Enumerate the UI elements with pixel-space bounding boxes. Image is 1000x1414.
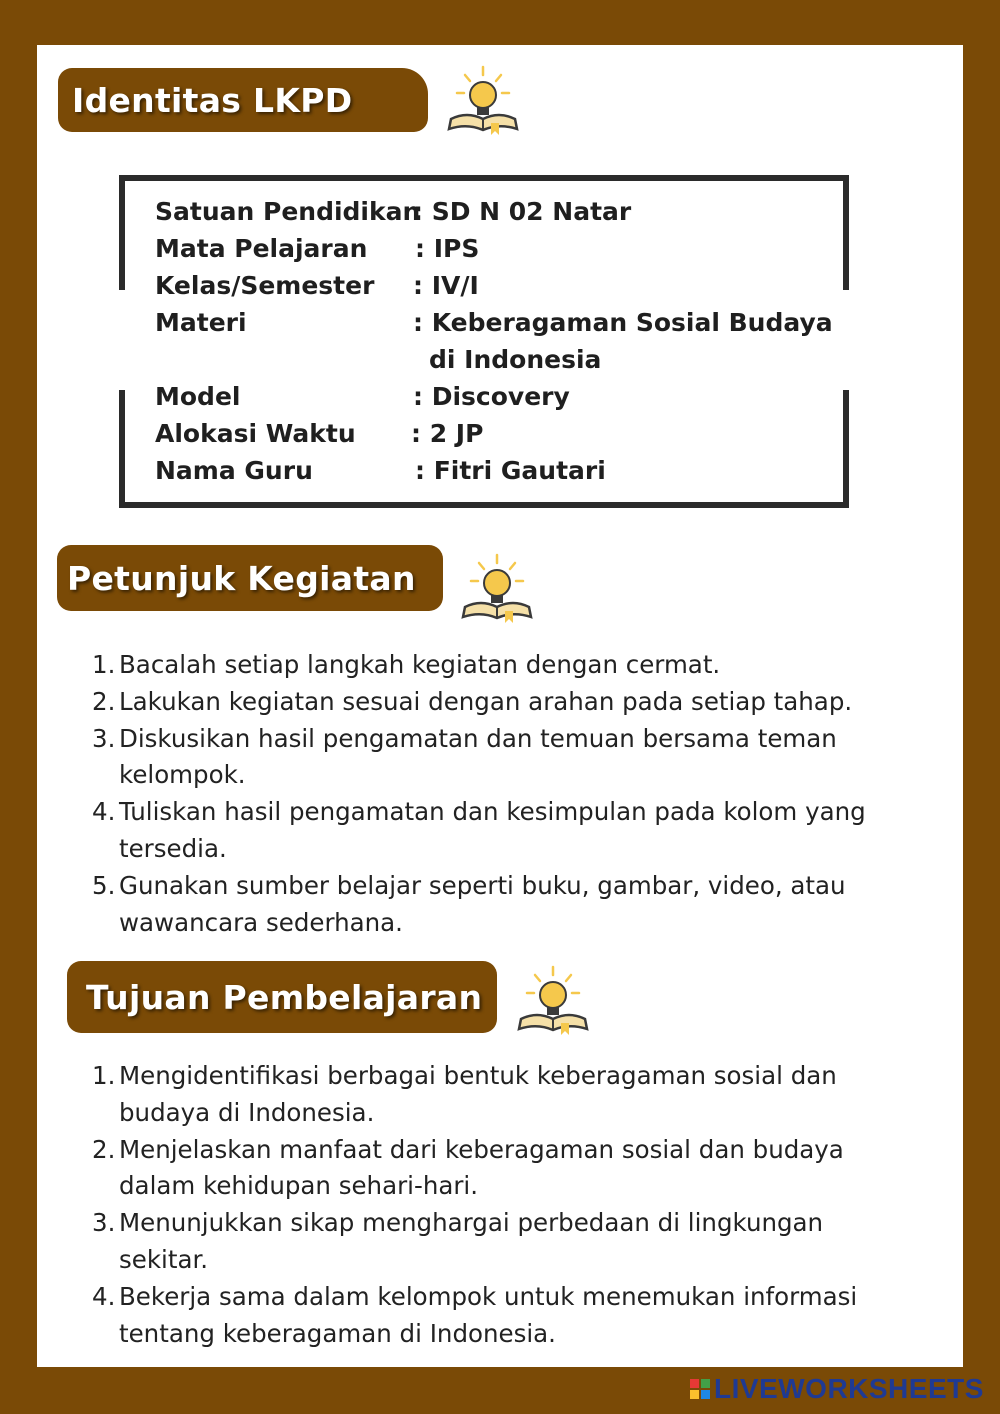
identity-value: : IPS — [415, 234, 480, 263]
logo-block — [690, 1379, 699, 1388]
section-banner-identitas — [58, 68, 428, 132]
list-text: kelompok. — [119, 760, 246, 790]
list-number: 3. — [92, 723, 116, 753]
list-item — [74, 794, 934, 868]
identity-value: : Keberagaman Sosial Budaya — [413, 308, 833, 337]
list-text: Tuliskan hasil pengamatan dan kesimpulan pada kolom yang — [119, 797, 866, 827]
list-text: Bekerja sama dalam kelompok untuk menemukan informasi — [119, 1281, 858, 1311]
list-number: 2. — [92, 1134, 116, 1164]
list-text: budaya di Indonesia. — [119, 1097, 375, 1127]
list-number: 4. — [92, 1281, 116, 1311]
lightbulb-book-icon — [461, 551, 537, 629]
list-text: Diskusikan hasil pengamatan dan temuan bersama teman — [119, 723, 837, 753]
list-text: Menjelaskan manfaat dari keberagaman sosial dan budaya — [119, 1134, 844, 1164]
worksheet-page — [37, 45, 963, 1367]
list-item — [74, 721, 934, 795]
identity-value-continued: di Indonesia — [429, 345, 602, 374]
list-number: 1. — [92, 1061, 116, 1090]
section-banner-petunjuk — [57, 545, 443, 611]
list-text: Gunakan sumber belajar seperti buku, gambar, video, atau — [119, 870, 846, 900]
section-title: Petunjuk Kegiatan — [67, 558, 416, 598]
list-text: tentang keberagaman di Indonesia. — [119, 1318, 556, 1348]
section-banner-tujuan — [67, 961, 497, 1033]
identity-value: : SD N 02 Natar — [413, 197, 632, 226]
list-item — [74, 1279, 934, 1353]
lightbulb-book-icon — [447, 63, 523, 141]
objective-list — [74, 1058, 934, 1352]
section-title: Tujuan Pembelajaran — [86, 977, 483, 1017]
logo-block — [690, 1390, 699, 1399]
list-text: dalam kehidupan sehari-hari. — [119, 1171, 479, 1201]
identity-label: Materi — [155, 308, 247, 337]
identity-value: : Fitri Gautari — [415, 456, 606, 485]
logo-text: LIVEWORKSHEETS — [714, 1373, 984, 1404]
list-item — [74, 868, 934, 942]
identity-value: : 2 JP — [411, 419, 484, 448]
list-text: Lakukan kegiatan sesuai dengan arahan pada setiap tahap. — [119, 686, 853, 716]
list-number: 4. — [92, 797, 116, 827]
instruction-list — [74, 647, 934, 941]
list-item — [74, 647, 934, 684]
list-text: tersedia. — [119, 833, 227, 863]
lightbulb-book-icon — [517, 963, 593, 1041]
identity-label: Nama Guru — [155, 456, 313, 485]
identity-value: : Discovery — [413, 382, 570, 411]
list-text: sekitar. — [119, 1244, 209, 1274]
list-number: 2. — [92, 686, 116, 716]
list-item — [74, 1058, 934, 1132]
list-text: wawancara sederhana. — [119, 907, 403, 937]
logo-block — [701, 1390, 710, 1399]
identity-label: Kelas/Semester — [155, 271, 375, 300]
identity-label: Alokasi Waktu — [155, 419, 356, 448]
logo-blocks-icon — [690, 1379, 710, 1399]
list-number: 1. — [92, 650, 116, 679]
identity-label: Mata Pelajaran — [155, 234, 368, 263]
list-item — [74, 1132, 934, 1206]
list-text: Mengidentifikasi berbagai bentuk keberagaman sosial dan — [119, 1061, 837, 1090]
identity-label: Model — [155, 382, 241, 411]
list-text: Bacalah setiap langkah kegiatan dengan cermat. — [119, 650, 721, 679]
list-item — [74, 1205, 934, 1279]
logo-block — [701, 1379, 710, 1388]
list-number: 5. — [92, 870, 116, 900]
list-number: 3. — [92, 1208, 116, 1238]
liveworksheets-logo — [690, 1372, 984, 1406]
list-text: Menunjukkan sikap menghargai perbedaan di lingkungan — [119, 1208, 824, 1238]
list-item — [74, 684, 934, 721]
section-title: Identitas LKPD — [72, 80, 353, 120]
identity-label: Satuan Pendidikan — [155, 197, 421, 226]
identity-value: : IV/I — [413, 271, 479, 300]
